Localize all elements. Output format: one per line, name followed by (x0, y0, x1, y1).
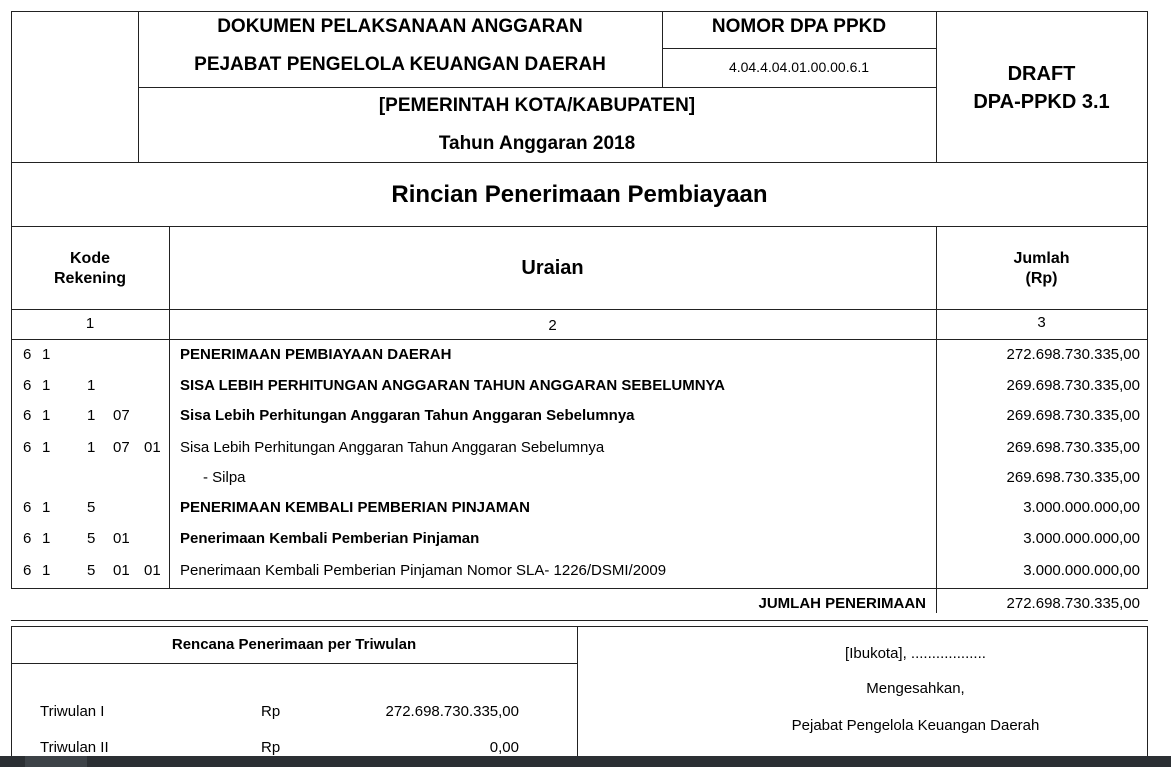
col-number-1: 1 (85, 315, 95, 332)
code-segment: 1 (87, 377, 96, 394)
triwulan-1-value: 272.698.730.335,00 (385, 703, 519, 720)
row-uraian: Penerimaan Kembali Pemberian Pinjaman Nomor SLA- 1226/DSMI/2009 (180, 562, 667, 579)
code-segment: 01 (144, 439, 161, 456)
col-kode-header-line2: Rekening (53, 270, 126, 287)
signature-place: [Ibukota], .................. (845, 645, 986, 662)
triwulan-2-currency: Rp (261, 739, 281, 756)
row-jumlah: 3.000.000.000,00 (1023, 499, 1140, 516)
row-jumlah: 269.698.730.335,00 (1006, 439, 1140, 456)
col-kode-header-line1: Kode (70, 250, 110, 267)
triwulan-2-label: Triwulan II (40, 739, 109, 756)
code-segment: 6 (23, 562, 32, 579)
tahun-anggaran: Tahun Anggaran 2018 (438, 133, 636, 154)
signature-mengesahkan: Mengesahkan, (866, 680, 965, 697)
row-uraian: Penerimaan Kembali Pemberian Pinjaman (180, 530, 480, 547)
document-subtitle: PEJABAT PENGELOLA KEUANGAN DAERAH (194, 54, 606, 75)
row-jumlah: 269.698.730.335,00 (1006, 407, 1140, 424)
code-segment: 6 (23, 499, 32, 516)
triwulan-1-label: Triwulan I (40, 703, 105, 720)
row-uraian: Sisa Lebih Perhitungan Anggaran Tahun Anggaran Sebelumnya (180, 407, 635, 424)
table-row (0, 339, 1171, 370)
row-uraian: Sisa Lebih Perhitungan Anggaran Tahun Anggaran Sebelumnya (180, 439, 605, 456)
section-title: Rincian Penerimaan Pembiayaan (391, 181, 768, 208)
code-segment: 1 (42, 499, 51, 516)
code-segment: 6 (23, 439, 32, 456)
row-jumlah: 3.000.000.000,00 (1023, 530, 1140, 547)
triwulan-1-currency: Rp (261, 703, 281, 720)
col-jumlah-header-line1: Jumlah (1013, 250, 1070, 267)
code-segment: 5 (87, 562, 96, 579)
code-segment: 6 (23, 407, 32, 424)
viewer-bottom-bar (0, 756, 1171, 767)
document-title: DOKUMEN PELAKSANAAN ANGGARAN (217, 16, 583, 37)
code-segment: 6 (23, 377, 32, 394)
code-segment: 07 (113, 407, 130, 424)
table-row (0, 400, 1171, 431)
table-row (0, 432, 1171, 463)
code-segment: 01 (113, 562, 130, 579)
row-uraian: SISA LEBIH PERHITUNGAN ANGGARAN TAHUN ANGGARAN SEBELUMNYA (180, 377, 726, 394)
code-segment: 1 (42, 346, 51, 363)
col-jumlah-header-line2: (Rp) (1025, 270, 1058, 287)
row-jumlah: 3.000.000.000,00 (1023, 562, 1140, 579)
pemerintah-label: [PEMERINTAH KOTA/KABUPATEN] (378, 95, 696, 116)
code-segment: 1 (87, 439, 96, 456)
code-segment: 1 (42, 407, 51, 424)
table-row (0, 555, 1171, 586)
table-row (0, 523, 1171, 554)
code-segment: 1 (42, 562, 51, 579)
triwulan-2-value: 0,00 (489, 739, 519, 756)
col-number-2: 2 (548, 317, 557, 334)
row-jumlah: 269.698.730.335,00 (1006, 469, 1140, 486)
total-label: JUMLAH PENERIMAAN (758, 595, 926, 612)
draft-label: DRAFT (1007, 63, 1076, 85)
nomor-dpa-value: 4.04.4.04.01.00.00.6.1 (728, 59, 870, 75)
row-jumlah: 272.698.730.335,00 (1006, 346, 1140, 363)
row-uraian: PENERIMAAN KEMBALI PEMBERIAN PINJAMAN (180, 499, 531, 516)
row-uraian: PENERIMAAN PEMBIAYAAN DAERAH (180, 346, 452, 363)
code-segment: 1 (42, 439, 51, 456)
table-row (0, 462, 1171, 493)
signature-jabatan: Pejabat Pengelola Keuangan Daerah (791, 717, 1040, 734)
code-segment: 01 (144, 562, 161, 579)
col-uraian-header: Uraian (521, 257, 584, 279)
code-segment: 07 (113, 439, 130, 456)
nomor-dpa-label: NOMOR DPA PPKD (711, 16, 887, 37)
table-row (0, 492, 1171, 523)
row-jumlah: 269.698.730.335,00 (1006, 377, 1140, 394)
rencana-title: Rencana Penerimaan per Triwulan (171, 636, 417, 653)
code-segment: 1 (42, 530, 51, 547)
viewer-scroll-thumb[interactable] (25, 756, 87, 767)
code-segment: 1 (42, 377, 51, 394)
row-uraian: - Silpa (203, 469, 246, 486)
code-segment: 01 (113, 530, 130, 547)
code-segment: 6 (23, 530, 32, 547)
code-segment: 1 (87, 407, 96, 424)
logo-placeholder (13, 13, 137, 161)
code-segment: 5 (87, 499, 96, 516)
col-number-3: 3 (1037, 314, 1046, 331)
total-value: 272.698.730.335,00 (1006, 595, 1140, 612)
dpa-code-label: DPA-PPKD 3.1 (973, 91, 1110, 113)
code-segment: 5 (87, 530, 96, 547)
table-row (0, 370, 1171, 401)
code-segment: 6 (23, 346, 32, 363)
